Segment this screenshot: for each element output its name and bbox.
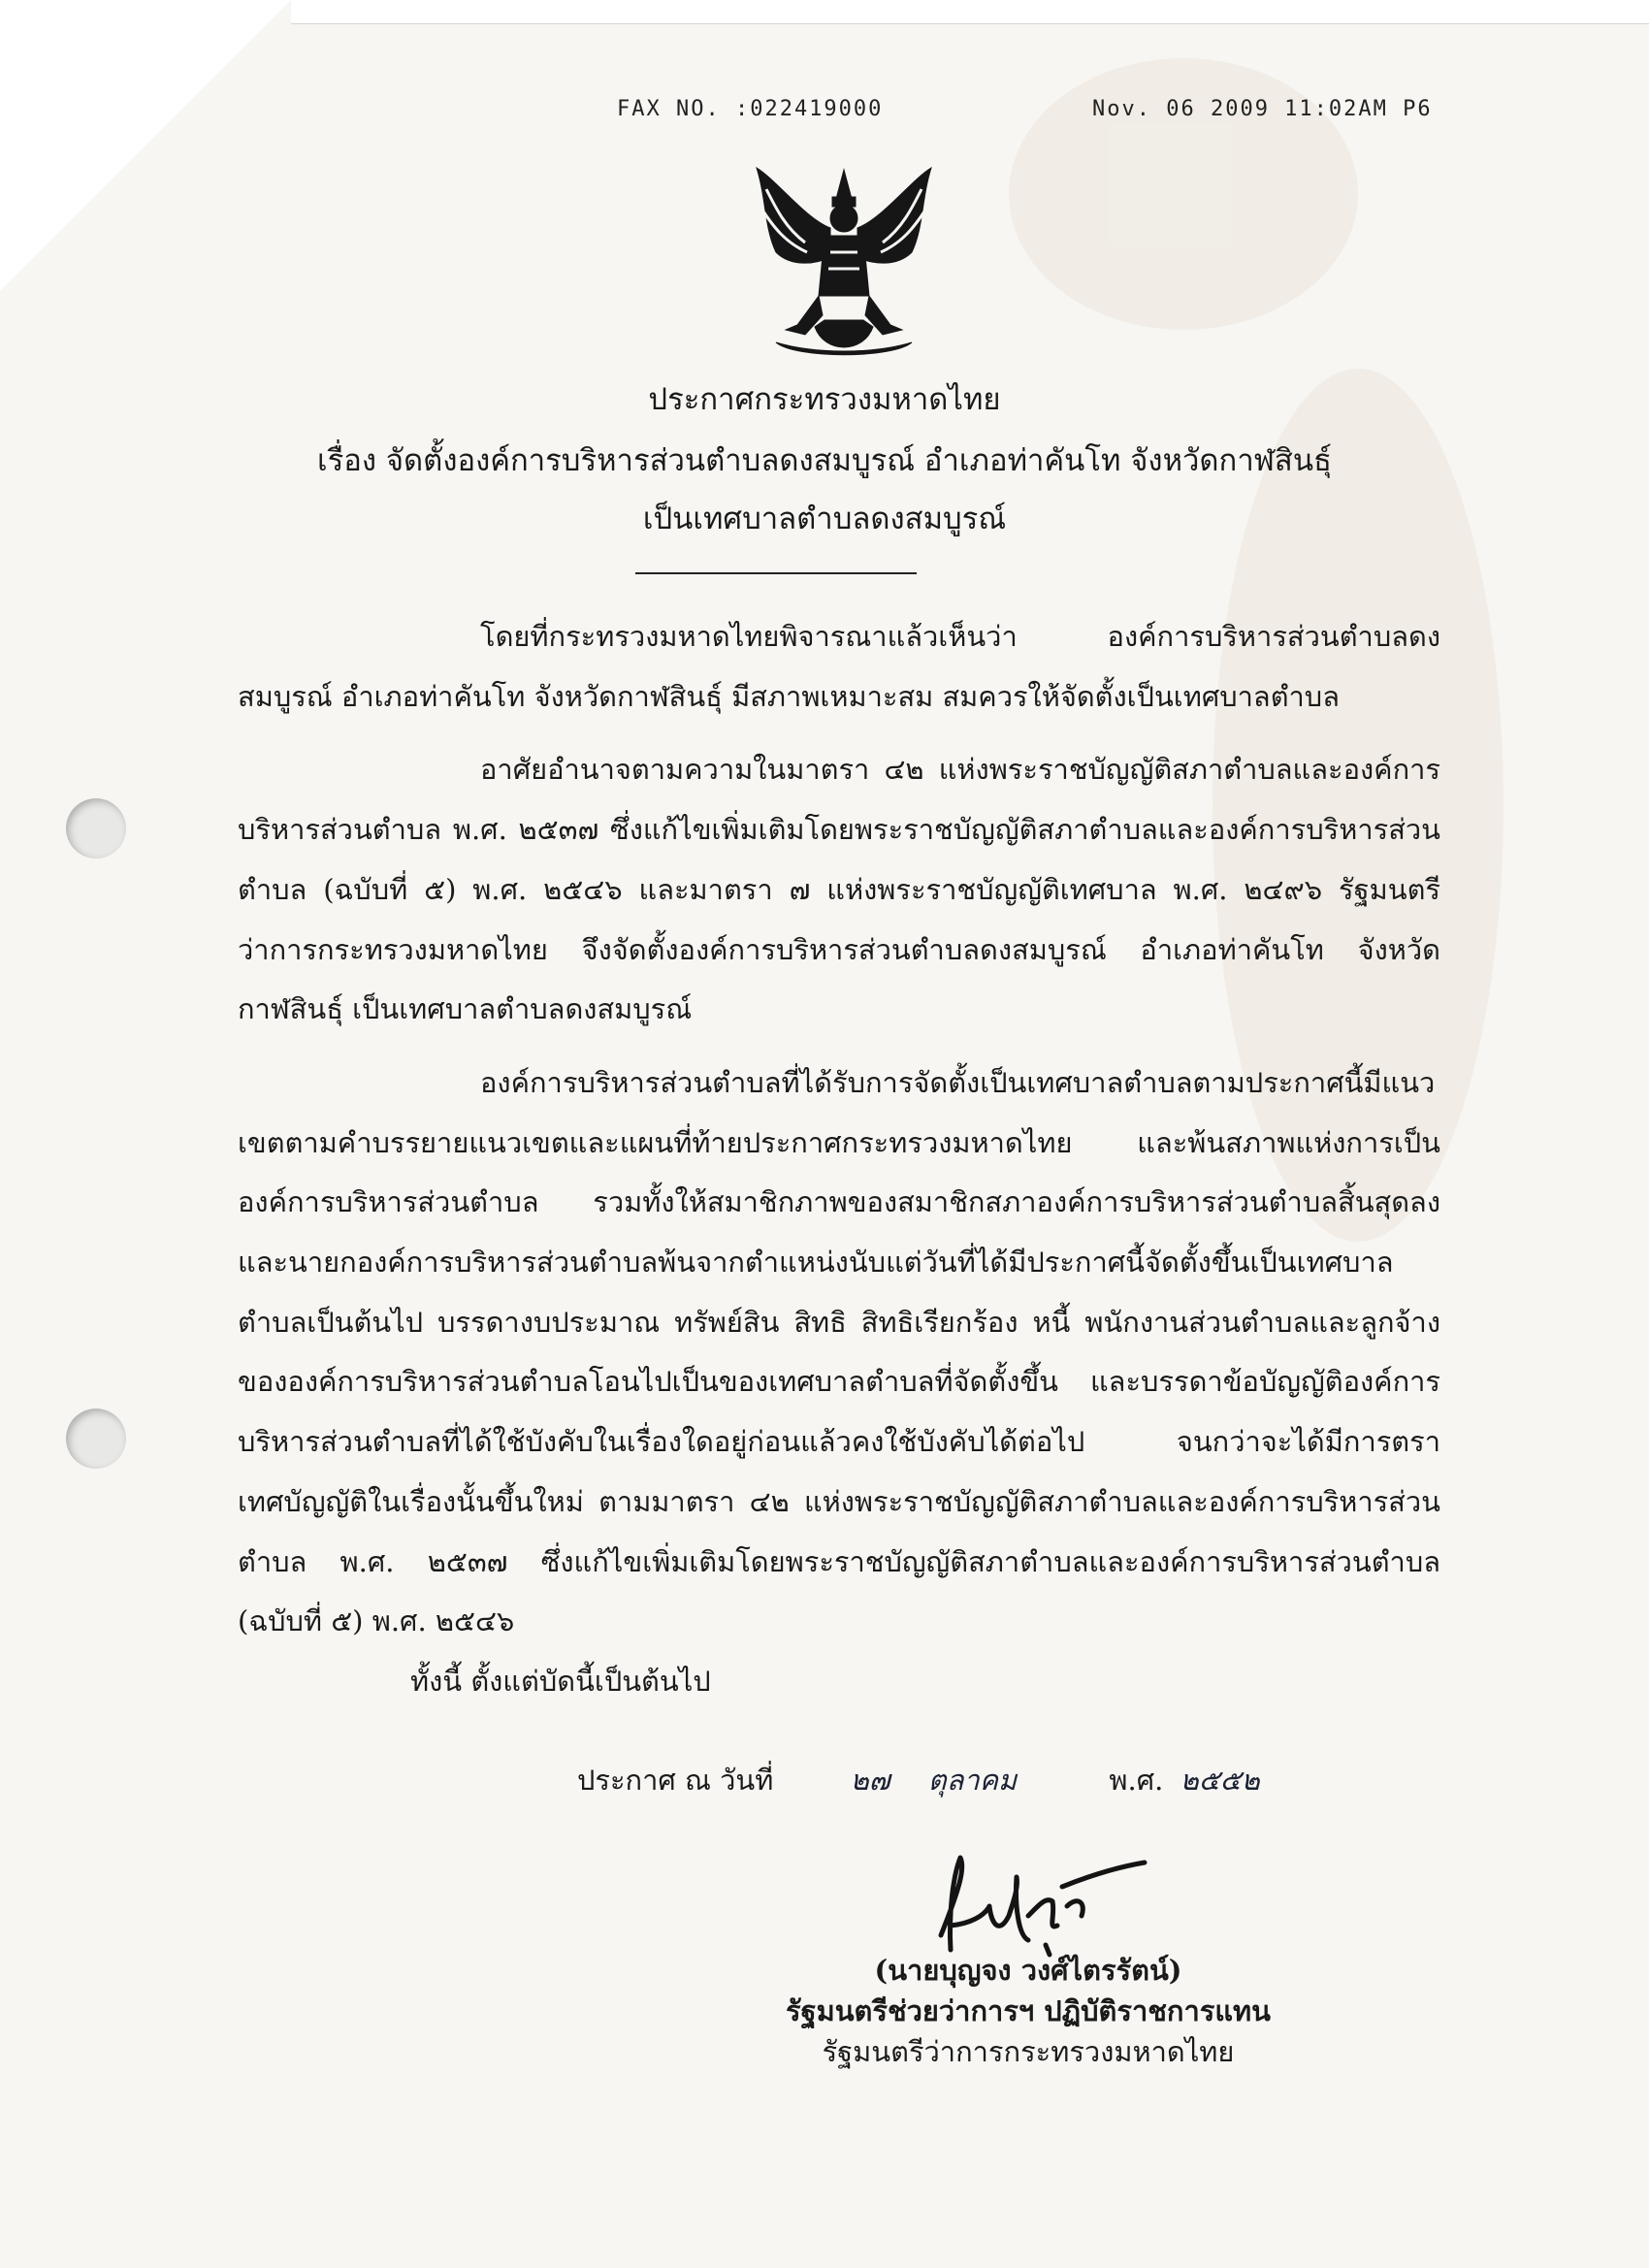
closing-statement: ทั้งนี้ ตั้งแต่บัดนี้เป็นต้นไป: [410, 1664, 711, 1698]
garuda-emblem-icon: [747, 160, 941, 364]
signatory-position-secondary: รัฐมนตรีว่าการกระทรวงมหาดไทย: [822, 2035, 1235, 2068]
signatory-block: [747, 1950, 1310, 2072]
signatory-position: รัฐมนตรีช่วยว่าการฯ ปฏิบัติราชการแทน: [786, 1994, 1271, 2027]
year-label: พ.ศ.: [1109, 1764, 1164, 1797]
body-paragraph: อาศัยอำนาจตามความในมาตรา ๔๒ แห่งพระราชบัญญัติสภาตำบลและองค์การบริหารส่วนตำบล พ.ศ. ๒๕๓๗ ซึ่งแก้ไขเพิ่มเติมโดยพระราชบัญญัติสภาตำบลและองค์การบริหารส่วนตำบล (ฉบับที่ ๕) พ.ศ. ๒๕๔๖ และมาตรา ๗ แห่งพระราชบัญญัติเทศบาล พ.ศ. ๒๔๙๖ รัฐมนตรีว่าการกระทรวงมหาดไทย จึงจัดตั้งองค์การบริหารส่วนตำบลดงสมบูรณ์ อำเภอท่าคันโท จังหวัดกาฬสินธุ์ เป็นเทศบาลตำบลดงสมบูรณ์: [238, 753, 1440, 1026]
date-day: ๒๗: [850, 1764, 890, 1797]
date-year: ๒๕๕๒: [1180, 1764, 1260, 1797]
fax-number: FAX NO. :022419000: [617, 97, 884, 121]
title-divider: [635, 572, 917, 574]
punch-hole: [66, 1409, 126, 1469]
date-label: ประกาศ ณ วันที่: [577, 1764, 774, 1797]
fax-datetime: Nov. 06 2009 11:02AM P6: [1092, 97, 1433, 121]
paper-top-edge: [291, 0, 1649, 24]
announcement-heading: ประกาศกระทรวงมหาดไทย: [648, 382, 1001, 417]
fax-header: [617, 97, 1433, 121]
subject-line-continued: เป็นเทศบาลตำบลดงสมบูรณ์: [642, 502, 1007, 536]
date-month: ตุลาคม: [927, 1764, 1018, 1797]
announcement-body: [238, 607, 1440, 1712]
subject-line: เรื่อง จัดตั้งองค์การบริหารส่วนตำบลดงสมบูรณ์ อำเภอท่าคันโท จังหวัดกาฬสินธุ์: [317, 443, 1332, 478]
handwritten-signature-icon: [931, 1848, 1154, 1964]
punch-hole: [66, 798, 126, 859]
body-paragraph: โดยที่กระทรวงมหาดไทยพิจารณาแล้วเห็นว่า องค์การบริหารส่วนตำบลดงสมบูรณ์ อำเภอท่าคันโท จังหวัดกาฬสินธุ์ มีสภาพเหมาะสม สมควรให้จัดตั้งเป็นเทศบาลตำบล: [238, 620, 1440, 713]
body-paragraph: องค์การบริหารส่วนตำบลที่ได้รับการจัดตั้งเป็นเทศบาลตำบลตามประกาศนี้มีแนวเขตตามคำบรรยายแนวเขตและแผนที่ท้ายประกาศกระทรวงมหาดไทย และพ้นสภาพแห่งการเป็นองค์การบริหารส่วนตำบล รวมทั้งให้สมาชิกภาพของสมาชิกสภาองค์การบริหารส่วนตำบลสิ้นสุดลงและนายกองค์การบริหารส่วนตำบลพ้นจากตำแหน่งนับแต่วันที่ได้มีประกาศนี้จัดตั้งขึ้นเป็นเทศบาลตำบลเป็นต้นไป บรรดางบประมาณ ทรัพย์สิน สิทธิ สิทธิเรียกร้อง หนี้ พนักงานส่วนตำบลและลูกจ้างขององค์การบริหารส่วนตำบลโอนไปเป็นของเทศบาลตำบลที่จัดตั้งขึ้น และบรรดาข้อบัญญัติองค์การบริหารส่วนตำบลที่ได้ใช้บังคับในเรื่องใดอยู่ก่อนแล้วคงใช้บังคับได้ต่อไป จนกว่าจะได้มีการตราเทศบัญญัติในเรื่องนั้นขึ้นใหม่ ตามมาตรา ๔๒ แห่งพระราชบัญญัติสภาตำบลและองค์การบริหารส่วนตำบล พ.ศ. ๒๕๓๗ ซึ่งแก้ไขเพิ่มเติมโดยพระราชบัญญัติสภาตำบลและองค์การบริหารส่วนตำบล (ฉบับที่ ๕) พ.ศ. ๒๕๔๖: [238, 1065, 1440, 1638]
signatory-name: (นายบุญจง วงศ์ไตรรัตน์): [874, 1954, 1182, 1987]
announcement-date: [577, 1758, 1260, 1802]
folded-corner: [0, 0, 291, 291]
